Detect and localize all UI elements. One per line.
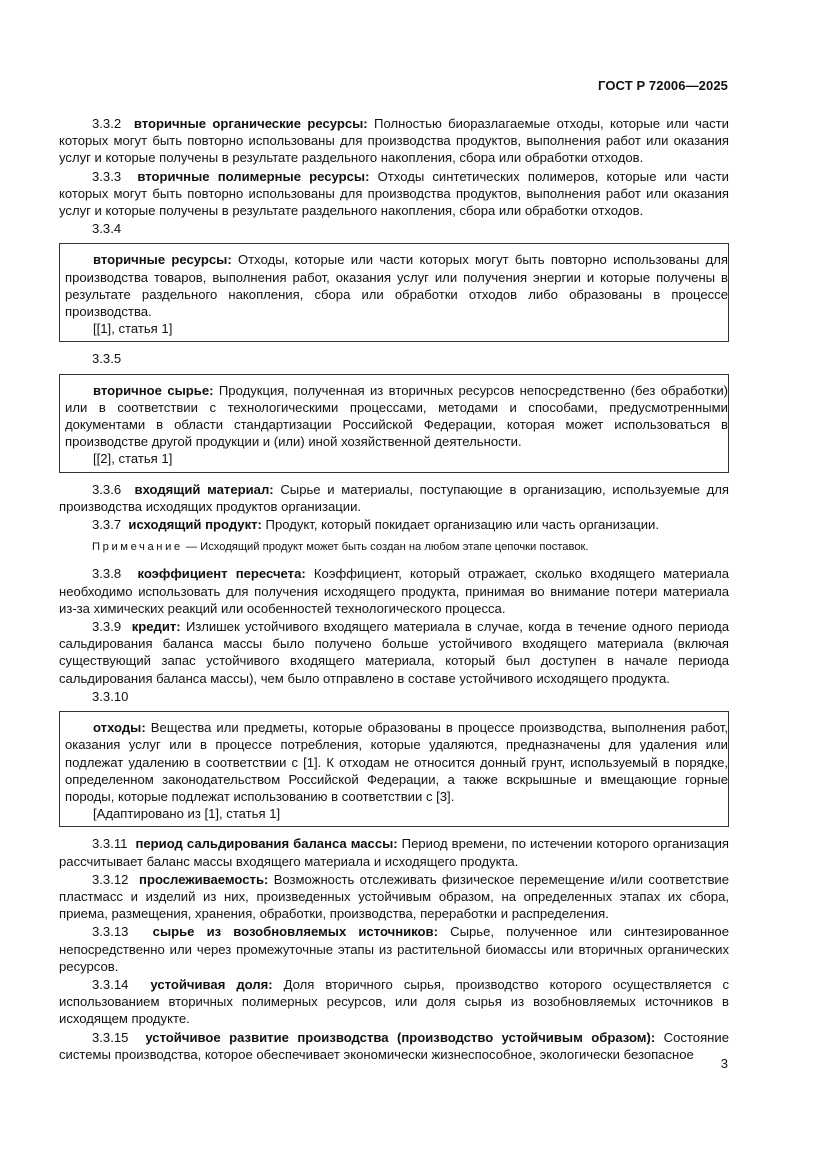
entry-definition: Отходы синтетических полимеров, которые или части которых могут быть повторно использованы для производства продуктов, выполнения работ или оказания услуг и которые получены в результате раздельного накопления, сбора или обработки отходов.: [59, 168, 729, 219]
entry-definition: Возможность отслеживать физическое перемещение и/или соответствие пластмасс и изделий из них, произведенных устойчивым образом, на определенных этапах их сбора, приема, размещения, хранения, обработки, производства, переработки и распределения.: [59, 871, 730, 922]
entry-number: 3.3.15: [92, 1029, 129, 1045]
entry-3-3-9: [59, 618, 729, 687]
entry-3-3-4: [65, 251, 728, 320]
entry-term: устойчивая доля:: [150, 976, 273, 992]
entry-definition: Излишек устойчивого входящего материала в случае, когда в течение одного периода сальдирования баланса массы было получено больше устойчивого входящего материала (включая существующий запас устойчивого входящего материала, который был доступен в начале периода сальдирования баланса массы), чем было отправлено в составе устойчивого исходящего продукта.: [59, 619, 729, 686]
entry-3-3-3: [59, 168, 729, 220]
entry-3-3-13: [59, 923, 729, 975]
entry-number: 3.3.6: [92, 481, 122, 497]
entry-3-3-8: [59, 565, 729, 617]
entry-term: период сальдирования баланса массы:: [135, 836, 398, 852]
entry-source: [[2], статья 1]: [93, 451, 173, 467]
entry-number: 3.3.2: [92, 116, 122, 131]
entry-3-3-14: [59, 976, 729, 1028]
entry-term: устойчивое развитие производства (производство устойчивым образом):: [145, 1029, 656, 1045]
entry-term: вторичные органические ресурсы:: [133, 116, 368, 131]
note: [59, 539, 729, 556]
entry-number: 3.3.14: [92, 976, 129, 992]
entry-definition: Продукт, который покидает организацию или часть организации.: [261, 517, 659, 533]
entry-definition: Доля вторичного сырья, производство которого осуществляется с использованием вторичных полимерных ресурсов, или доля сырья из возобновляемых источников в исходящем продукте.: [59, 976, 730, 1027]
entry-definition: Сырье и материалы, поступающие в организацию, используемые для производства исходящих продуктов организации.: [59, 481, 729, 514]
entry-3-3-15: [59, 1029, 729, 1063]
entry-3-3-10: [65, 719, 728, 805]
entry-number: 3.3.12: [92, 871, 129, 887]
entry-number: 3.3.8: [92, 566, 122, 582]
entry-definition: Состояние системы производства, которое обеспечивает экономически жизнеспособное, экологически безопасное: [59, 1029, 729, 1062]
entry-number: 3.3.13: [92, 924, 129, 940]
entry-3-3-2: [59, 115, 729, 167]
entry-definition: Период времени, по истечении которого организация рассчитывает баланс массы входящего материала и исходящего продукта.: [59, 836, 729, 869]
entry-number: 3.3.3: [92, 168, 122, 184]
entry-definition: Коэффициент, который отражает, сколько входящего материала необходимо использовать для получения исходящего продукта, принимая во внимание потери материала из-за химических реакций или особенностей технологического процесса.: [59, 566, 730, 616]
document-code: ГОСТ Р 72006—2025: [598, 78, 728, 93]
entry-term: коэффициент пересчета:: [137, 566, 306, 582]
page-number: 3: [720, 1056, 728, 1071]
note-text: — Исходящий продукт может быть создан на любом этапе цепочки поставок.: [182, 541, 589, 554]
entry-term: вторичные полимерные ресурсы:: [137, 168, 370, 184]
entry-term: вторичные ресурсы:: [93, 252, 232, 268]
entry-3-3-4-number: 3.3.4: [92, 221, 122, 237]
entry-number: 3.3.11: [92, 836, 128, 852]
entry-definition: Сырье, полученное или синтезированное непосредственно или через промежуточные этапы из растительной биомассы или вторичных органических ресурсов.: [59, 924, 729, 974]
entry-term: исходящий продукт:: [128, 517, 262, 533]
entry-term: сырье из возобновляемых источников:: [152, 924, 438, 940]
entry-3-3-7: [59, 516, 729, 533]
entry-3-3-6: [59, 481, 729, 515]
entry-term: вторичное сырье:: [93, 382, 214, 398]
entry-number: 3.3.7: [92, 517, 122, 533]
entry-3-3-12: [59, 871, 729, 923]
entry-term: входящий материал:: [134, 481, 274, 497]
document-body: [59, 115, 729, 1063]
entry-definition: Продукция, полученная из вторичных ресурсов непосредственно (без обработки) или в соответствии с технологическими процессами, методами и способами, предусмотренными документами в области стандартизации Российской Федерации, которая может использоваться в производстве другой продукции и (или) иной хозяйственной деятельности.: [65, 382, 729, 450]
note-label: Примечание: [92, 541, 183, 554]
entry-3-3-5-box: [59, 374, 729, 473]
entry-term: кредит:: [131, 619, 181, 635]
entry-source: [Адаптировано из [1], статья 1]: [93, 806, 281, 822]
entry-definition: Вещества или предметы, которые образованы в процессе производства, выполнения работ, оказания услуг или в процессе потребления, которые удаляются, предназначены для удаления или подлежат удалению в соответствии с [1]. К отходам не относится донный грунт, используемый в порядке, определенном законодательством Российской Федерации, а также вскрышные и вмещающие горные породы, которые подлежат использованию в соответствии с [3].: [65, 720, 728, 804]
entry-definition: Полностью биоразлагаемые отходы, которые или части которых могут быть повторно использованы для производства продуктов, выполнения работ или оказания услуг и которые получены в результате раздельного накопления, сбора или обработки отходов.: [59, 116, 729, 166]
entry-term: прослеживаемость:: [139, 871, 269, 887]
entry-3-3-11: [59, 835, 729, 869]
entry-definition: Отходы, которые или части которых могут быть повторно использованы для производства товаров, выполнения работ, оказания услуг или получения энергии и которые получены в результате раздельного накопления, сбора или обработки отходов либо образованы в процессе производства.: [65, 252, 729, 320]
entry-number: 3.3.9: [92, 619, 122, 635]
entry-source: [[1], статья 1]: [93, 321, 173, 337]
entry-3-3-10-box: [59, 711, 729, 827]
entry-3-3-10-number: 3.3.10: [92, 688, 129, 704]
entry-3-3-4-box: [59, 243, 729, 342]
entry-term: отходы:: [93, 720, 146, 736]
entry-3-3-5: [65, 382, 728, 451]
entry-3-3-5-number: 3.3.5: [92, 351, 122, 367]
